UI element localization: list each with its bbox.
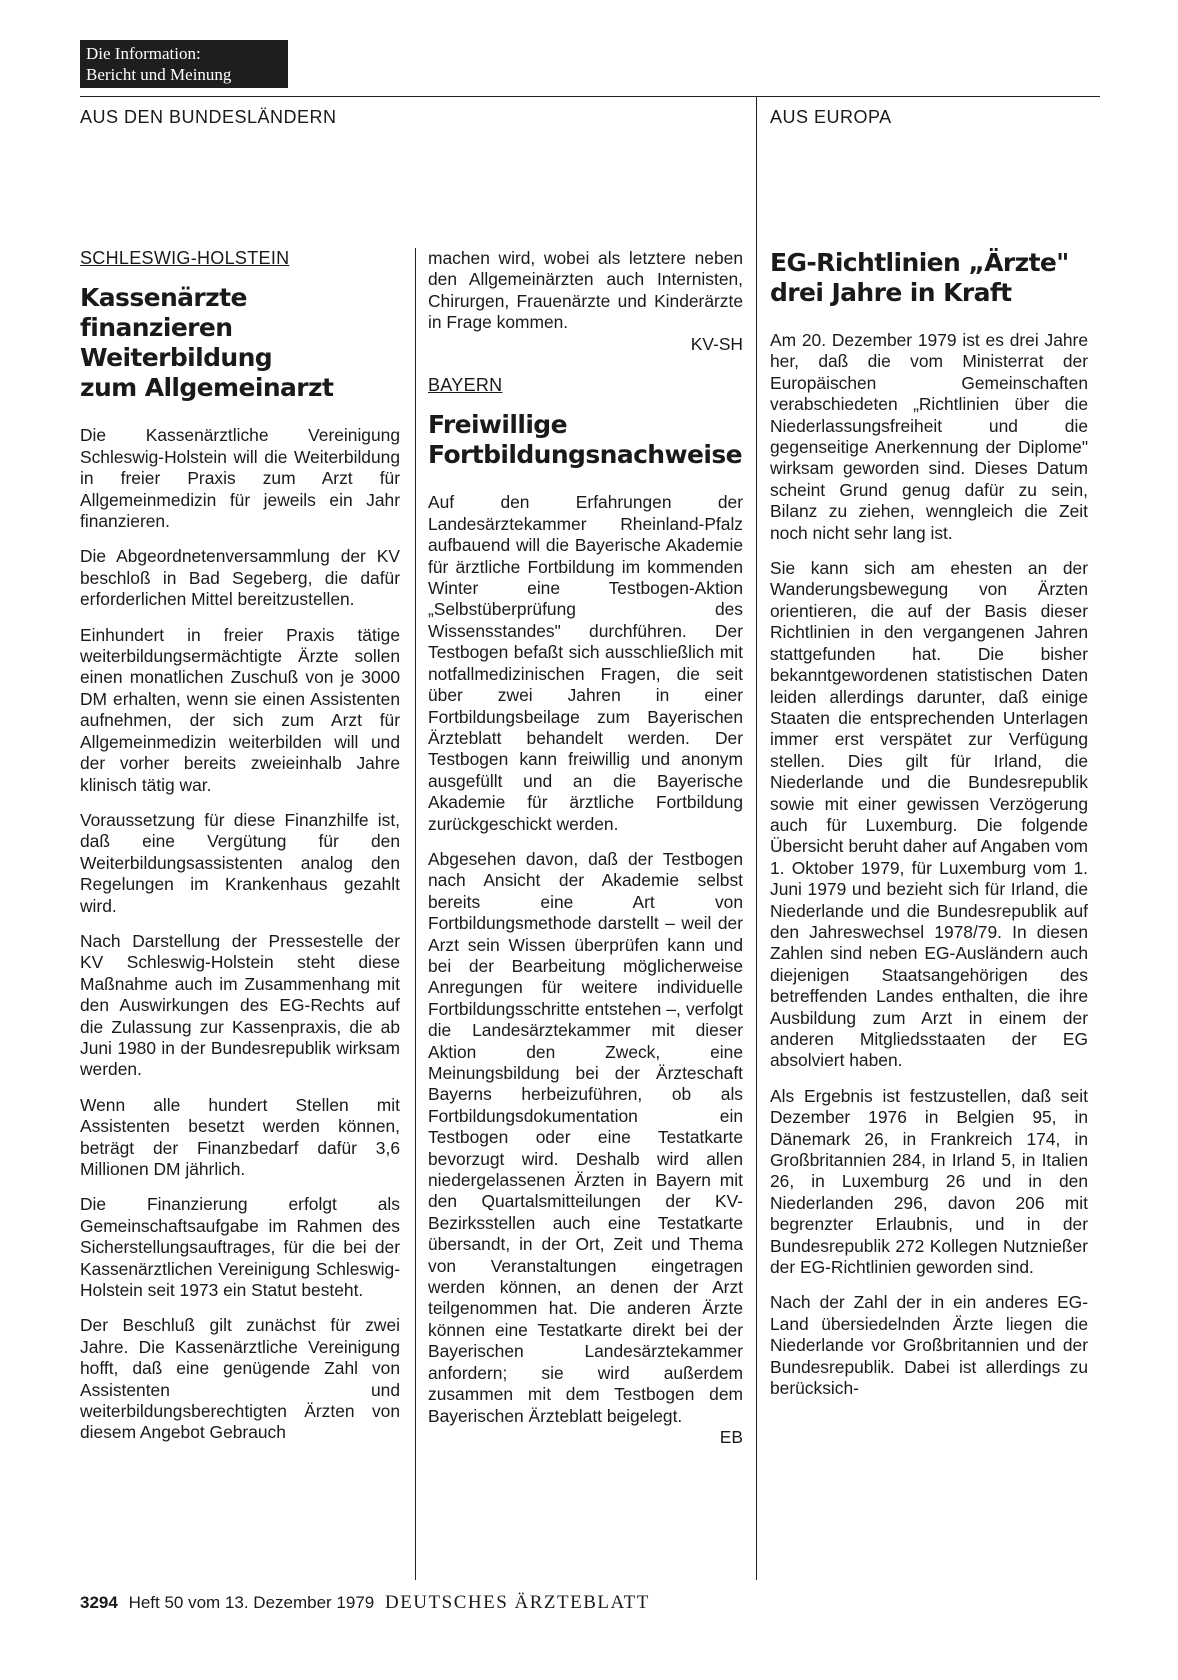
headline-line: EG-Richtlinien „Ärzte" bbox=[770, 248, 1069, 277]
region-label-bayern: BAYERN bbox=[428, 375, 503, 396]
paragraph: Nach Darstellung der Pressestelle der KV Schleswig-Holstein steht diese Maßnahme auch im Zusammenhang mit den Auswirkungen des EG-Rechts auf die Zulassung zur Kassenpraxis, die ab Juni 1980 in der Bundesrepublik wirksam werden. bbox=[80, 930, 400, 1080]
column-rule-2 bbox=[756, 96, 757, 1580]
paragraph: Einhundert in freier Praxis tätige weiterbildungsermächtigte Ärzte sollen einen monatlichen Zuschuß von je 3000 DM erhalten, wenn sie einen Assistenten aufnehmen, der sich zum Arzt für Allgemeinmedizin weiterbilden will und der vorher bereits zweieinhalb Jahre klinisch tätig war. bbox=[80, 624, 400, 795]
section-label-right: AUS EUROPA bbox=[770, 107, 892, 127]
masthead-box bbox=[80, 40, 288, 88]
paragraph: Voraussetzung für diese Finanzhilfe ist, daß eine Vergütung für den Weiterbildungsassistenten analog den Regelungen im Krankenhaus gezahlt wird. bbox=[80, 809, 400, 916]
paragraph: Der Beschluß gilt zunächst für zwei Jahre. Die Kassenärztliche Vereinigung hofft, daß eine genügende Zahl von Assistenten und weiterbildungsberechtigten Ärzten von diesem Angebot Gebrauch bbox=[80, 1315, 400, 1443]
page-footer bbox=[80, 1592, 650, 1614]
paragraph: Am 20. Dezember 1979 ist es drei Jahre her, daß die vom Ministerrat der Europäischen Gemeinschaften verabschiedeten „Richtlinien über die Niederlassungsfreiheit und die gegenseitige Anerkennung der Diplome" wirksam geworden sind. Dieses Datum scheint Grund genug dafür zu sein, Bilanz zu ziehen, wenngleich die Zeit noch nicht sehr lang ist. bbox=[770, 330, 1088, 543]
magazine-name: DEUTSCHES ÄRZTEBLATT bbox=[384, 1592, 650, 1613]
headline-line: drei Jahre in Kraft bbox=[770, 278, 1012, 307]
column-3 bbox=[770, 248, 1088, 1414]
column-2 bbox=[428, 248, 743, 1462]
signature-kv-sh: KV-SH bbox=[690, 333, 743, 354]
headline-line: Kassenärzte finanzieren bbox=[80, 283, 247, 343]
column-1 bbox=[80, 248, 400, 1458]
headline-line: Freiwillige bbox=[428, 410, 567, 440]
paragraph bbox=[428, 849, 743, 1448]
paragraph: Nach der Zahl der in ein anderes EG-Land übersiedelnden Ärzte liegen die Niederlande vor Großbritannien und der Bundesrepublik. Dabei ist allerdings zu berücksich- bbox=[770, 1292, 1088, 1399]
issue-info: Heft 50 vom 13. Dezember 1979 bbox=[128, 1593, 375, 1612]
paragraph: Die Abgeordnetenversammlung der KV beschloß in Bad Segeberg, die dafür erforderlichen Mittel bereitzustellen. bbox=[80, 546, 400, 610]
section-label-left: AUS DEN BUNDESLÄNDERN bbox=[80, 107, 337, 127]
headline-line: zum Allgemeinarzt bbox=[80, 373, 334, 403]
headline-article-1 bbox=[80, 283, 400, 403]
masthead-line-1: Die Information: bbox=[86, 44, 201, 63]
top-rule bbox=[80, 96, 1100, 97]
paragraph-text: Abgesehen davon, daß der Testbogen nach Ansicht der Akademie selbst bereits eine Art von Fortbildungsmethode darstellt – weil der Arzt sein Wissen überprüfen kann und bei der Bearbeitung möglicherweise Anregungen für weitere individuelle Fortbildungsschritte entstehen –, verfolgt die Landesärztekammer mit dieser Aktion den Zweck, eine Meinungsbildung bei der Ärzteschaft Bayerns herbeizuführen, ob als Fortbildungsdokumentation ein Testbogen oder eine Testatkarte bevorzugt wird. Deshalb wird allen niedergelassenen Ärzten in Bayern mit den Quartalsmitteilungen der KV-Bezirksstellen auch eine Testatkarte übersandt, in der Ort, Zeit und Thema von Veranstaltungen eingetragen werden können, an denen der Arzt teilgenommen hat. Die anderen Ärzte können eine Testatkarte direkt bei der Bayerischen Landesärztekammer anfordern; sie wird außerdem zusammen mit dem Testbogen dem Bayerischen Ärzteblatt beigelegt. bbox=[428, 848, 743, 1426]
headline-line: Fortbildungsnachweise bbox=[428, 440, 742, 470]
paragraph: Wenn alle hundert Stellen mit Assistenten besetzt werden können, beträgt der Finanzbedarf dafür 3,6 Millionen DM jährlich. bbox=[80, 1094, 400, 1179]
paragraph: Als Ergebnis ist festzustellen, daß seit Dezember 1976 in Belgien 95, in Dänemark 26, in Frankreich 174, in Großbritannien 284, in Irland 5, in Italien 26, in Luxemburg 26 und in den Niederlanden 296, davon 206 mit begrenzter Erlaubnis, und in der Bundesrepublik 272 Kollegen Nutznießer der EG-Richtlinien geworden sind. bbox=[770, 1085, 1088, 1278]
region-label-schleswig-holstein: SCHLESWIG-HOLSTEIN bbox=[80, 248, 290, 268]
headline-line: Weiterbildung bbox=[80, 343, 273, 373]
signature-eb: EB bbox=[719, 1426, 743, 1447]
paragraph: Die Kassenärztliche Vereinigung Schleswig-Holstein will die Weiterbildung in freier Praxis zum Arzt für Allgemeinmedizin für jeweils ein Jahr finanzieren. bbox=[80, 425, 400, 532]
headline-article-2 bbox=[428, 410, 743, 470]
paragraph: Auf den Erfahrungen der Landesärztekammer Rheinland-Pfalz aufbauend will die Bayerische Akademie für ärztliche Fortbildung im kommenden Winter eine Testbogen-Aktion „Selbstüberprüfung des Wissensstandes" durchführen. Der Testbogen befaßt sich ausschließlich mit notfallmedizinischen Fragen, die seit über zwei Jahren in einer Fortbildungsbeilage zum Bayerischen Ärzteblatt behandelt werden. Der Testbogen kann freiwillig und anonym ausgefüllt und an die Bayerische Akademie für ärztliche Fortbildung zurückgeschickt werden. bbox=[428, 492, 743, 834]
masthead-line-2: Bericht und Meinung bbox=[86, 65, 232, 84]
page-number: 3294 bbox=[80, 1593, 118, 1612]
paragraph-continuation bbox=[428, 248, 743, 355]
paragraph: Sie kann sich am ehesten an der Wanderungsbewegung von Ärzten orientieren, die auf der Basis dieser Richtlinien in den vergangenen Jahren stattgefunden hat. Die bisher bekanntgewordenen statistischen Daten leiden allerdings darunter, daß einige Staaten die entsprechenden Unterlagen immer erst verspätet zur Verfügung stellen. Dies gilt für Irland, die Niederlande und die Bundesrepublik sowie mit einer gewissen Verzögerung auch für Luxemburg. Die folgende Übersicht beruht daher auf Angaben vom 1. Oktober 1979, für Luxemburg vom 1. Juni 1979 und bezieht sich für Irland, die Niederlande und die Bundesrepublik auf den Jahreswechsel 1978/79. In diesen Zahlen sind neben EG-Ausländern auch diejenigen Staatsangehörigen des betreffenden Landes enthalten, die ihre Ausbildung zum Arzt in einem der anderen Mitgliedsstaaten der EG absolviert haben. bbox=[770, 558, 1088, 1071]
continuation-text: machen wird, wobei als letztere neben den Allgemeinärzten auch Internisten, Chirurgen, Frauenärzte und Kinderärzte in Frage kommen. bbox=[428, 248, 743, 333]
paragraph: Die Finanzierung erfolgt als Gemeinschaftsaufgabe im Rahmen des Sicherstellungsauftrages, für die bei der Kassenärztlichen Vereinigung Schleswig-Holstein seit 1973 ein Statut besteht. bbox=[80, 1194, 400, 1301]
headline-article-3 bbox=[770, 248, 1088, 308]
column-rule-1 bbox=[415, 248, 416, 1580]
